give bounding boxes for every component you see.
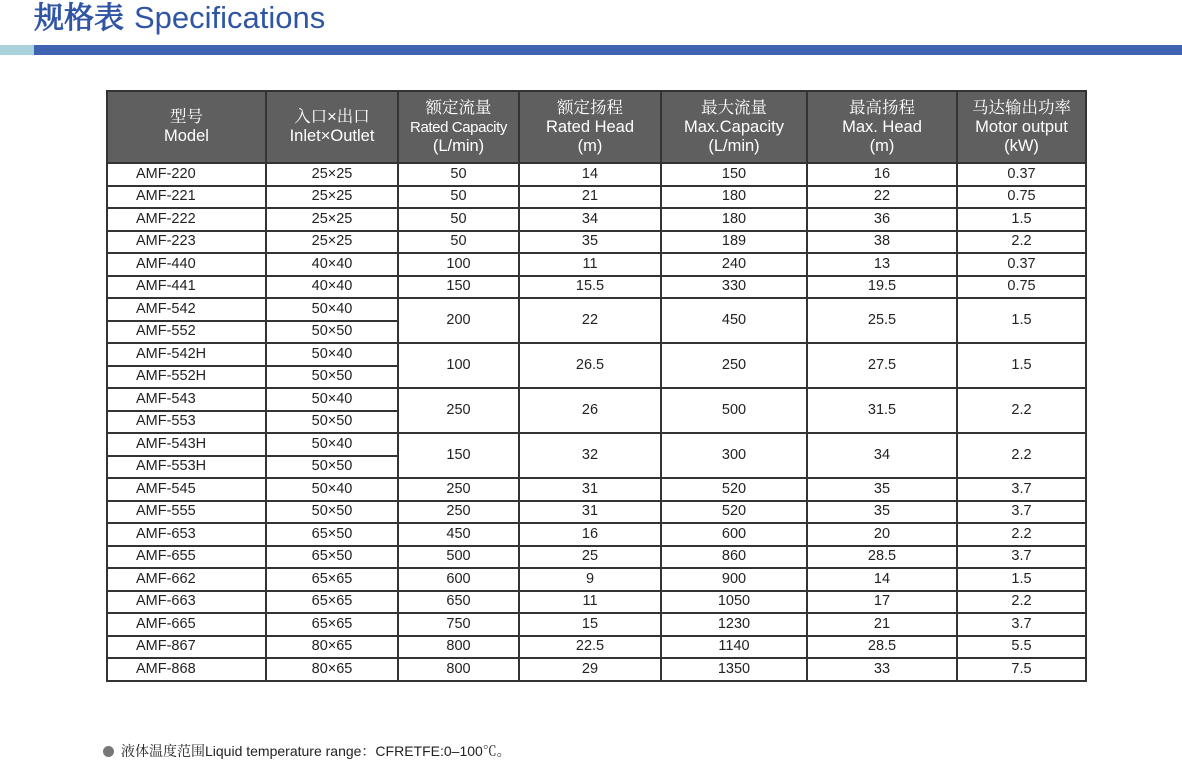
column-header-cn: 马达输出功率 xyxy=(972,98,1071,117)
cell-rated-head: 26 xyxy=(519,388,661,433)
specifications-table xyxy=(106,90,1087,682)
column-header-cn: 最大流量 xyxy=(701,98,767,117)
cell-inlet-outlet: 80×65 xyxy=(266,636,398,659)
cell-max-head: 14 xyxy=(807,568,957,591)
cell-max-capacity: 300 xyxy=(661,433,807,478)
cell-inlet-outlet: 50×50 xyxy=(266,456,398,479)
cell-rated-capacity: 50 xyxy=(398,208,519,231)
column-header-cn: 入口×出口 xyxy=(294,108,370,126)
cell-motor-output: 1.5 xyxy=(957,208,1086,231)
cell-model: AMF-221 xyxy=(107,186,266,209)
cell-max-head: 16 xyxy=(807,163,957,186)
cell-motor-output: 2.2 xyxy=(957,433,1086,478)
cell-model: AMF-552H xyxy=(107,366,266,389)
column-header-max-capacity xyxy=(661,91,807,163)
cell-max-head: 35 xyxy=(807,478,957,501)
cell-model: AMF-655 xyxy=(107,546,266,569)
cell-max-capacity: 1230 xyxy=(661,613,807,636)
cell-inlet-outlet: 25×25 xyxy=(266,208,398,231)
cell-inlet-outlet: 40×40 xyxy=(266,276,398,299)
column-header-en: Max.Capacity xyxy=(684,117,784,136)
cell-rated-head: 35 xyxy=(519,231,661,254)
column-header-cn: 型号 xyxy=(170,108,203,126)
cell-rated-head: 34 xyxy=(519,208,661,231)
cell-rated-head: 15 xyxy=(519,613,661,636)
cell-model: AMF-542H xyxy=(107,343,266,366)
column-header-unit: (L/min) xyxy=(708,136,760,155)
cell-rated-head: 31 xyxy=(519,501,661,524)
cell-rated-head: 29 xyxy=(519,658,661,681)
cell-max-head: 27.5 xyxy=(807,343,957,388)
cell-max-head: 25.5 xyxy=(807,298,957,343)
cell-rated-head: 26.5 xyxy=(519,343,661,388)
column-header-en: Model xyxy=(164,127,209,145)
cell-model: AMF-440 xyxy=(107,253,266,276)
column-header-cn: 额定流量 xyxy=(425,98,492,117)
cell-rated-head: 16 xyxy=(519,523,661,546)
cell-rated-capacity: 800 xyxy=(398,636,519,659)
footnote-text: 液体温度范围Liquid temperature range：CFRETFE:0–100℃。 xyxy=(121,743,511,759)
cell-inlet-outlet: 50×40 xyxy=(266,433,398,456)
column-header-cn: 最高扬程 xyxy=(849,98,915,117)
cell-max-head: 28.5 xyxy=(807,546,957,569)
cell-motor-output: 3.7 xyxy=(957,613,1086,636)
cell-model: AMF-543 xyxy=(107,388,266,411)
cell-rated-head: 22.5 xyxy=(519,636,661,659)
cell-rated-capacity: 50 xyxy=(398,231,519,254)
column-header-unit: (m) xyxy=(577,136,603,155)
table-row xyxy=(107,613,1086,636)
column-header-max-head xyxy=(807,91,957,163)
cell-max-head: 36 xyxy=(807,208,957,231)
cell-rated-head: 21 xyxy=(519,186,661,209)
cell-rated-capacity: 250 xyxy=(398,388,519,433)
cell-rated-head: 9 xyxy=(519,568,661,591)
cell-motor-output: 1.5 xyxy=(957,298,1086,343)
column-header-unit: (kW) xyxy=(1004,136,1039,155)
cell-rated-capacity: 500 xyxy=(398,546,519,569)
bullet-icon xyxy=(103,746,114,757)
cell-motor-output: 0.75 xyxy=(957,186,1086,209)
cell-motor-output: 3.7 xyxy=(957,501,1086,524)
table-row xyxy=(107,658,1086,681)
cell-max-head: 38 xyxy=(807,231,957,254)
cell-model: AMF-555 xyxy=(107,501,266,524)
cell-rated-capacity: 50 xyxy=(398,163,519,186)
cell-motor-output: 7.5 xyxy=(957,658,1086,681)
column-header-cn: 额定扬程 xyxy=(557,98,623,117)
cell-model: AMF-653 xyxy=(107,523,266,546)
cell-rated-capacity: 450 xyxy=(398,523,519,546)
cell-max-capacity: 500 xyxy=(661,388,807,433)
column-header-en: Motor output xyxy=(975,117,1068,136)
cell-max-capacity: 520 xyxy=(661,501,807,524)
cell-max-head: 20 xyxy=(807,523,957,546)
table-row xyxy=(107,388,1086,411)
column-header-en: Rated Head xyxy=(545,117,635,136)
cell-inlet-outlet: 50×50 xyxy=(266,411,398,434)
cell-rated-capacity: 750 xyxy=(398,613,519,636)
table-row xyxy=(107,433,1086,456)
column-header-en: Inlet×Outlet xyxy=(289,127,375,145)
cell-rated-head: 31 xyxy=(519,478,661,501)
column-header-en: Rated Capacity xyxy=(410,118,507,136)
cell-max-head: 19.5 xyxy=(807,276,957,299)
cell-model: AMF-553 xyxy=(107,411,266,434)
cell-max-capacity: 1050 xyxy=(661,591,807,614)
column-header-inlet-outlet xyxy=(266,91,398,163)
column-header-en: Max. Head xyxy=(842,117,922,136)
cell-rated-head: 11 xyxy=(519,253,661,276)
cell-motor-output: 1.5 xyxy=(957,568,1086,591)
cell-max-head: 31.5 xyxy=(807,388,957,433)
cell-max-capacity: 150 xyxy=(661,163,807,186)
cell-inlet-outlet: 50×50 xyxy=(266,366,398,389)
cell-rated-head: 25 xyxy=(519,546,661,569)
cell-model: AMF-220 xyxy=(107,163,266,186)
column-header-rated-capacity xyxy=(398,91,519,163)
cell-rated-capacity: 100 xyxy=(398,343,519,388)
cell-inlet-outlet: 50×40 xyxy=(266,388,398,411)
cell-inlet-outlet: 50×40 xyxy=(266,478,398,501)
table-row xyxy=(107,276,1086,299)
cell-max-capacity: 860 xyxy=(661,546,807,569)
table-row xyxy=(107,501,1086,524)
cell-max-head: 22 xyxy=(807,186,957,209)
table-row xyxy=(107,186,1086,209)
table-row xyxy=(107,298,1086,321)
title-underline-accent xyxy=(0,45,34,55)
cell-max-capacity: 240 xyxy=(661,253,807,276)
cell-rated-capacity: 250 xyxy=(398,478,519,501)
cell-model: AMF-441 xyxy=(107,276,266,299)
cell-model: AMF-553H xyxy=(107,456,266,479)
cell-max-head: 33 xyxy=(807,658,957,681)
cell-max-capacity: 1140 xyxy=(661,636,807,659)
cell-inlet-outlet: 25×25 xyxy=(266,231,398,254)
page-title-en: Specifications xyxy=(134,0,326,35)
cell-max-head: 28.5 xyxy=(807,636,957,659)
cell-rated-capacity: 100 xyxy=(398,253,519,276)
cell-max-head: 34 xyxy=(807,433,957,478)
cell-max-head: 35 xyxy=(807,501,957,524)
cell-max-head: 17 xyxy=(807,591,957,614)
table-row xyxy=(107,343,1086,366)
cell-rated-capacity: 600 xyxy=(398,568,519,591)
cell-motor-output: 0.37 xyxy=(957,163,1086,186)
cell-inlet-outlet: 40×40 xyxy=(266,253,398,276)
table-body xyxy=(107,163,1086,681)
table-row xyxy=(107,163,1086,186)
cell-model: AMF-545 xyxy=(107,478,266,501)
cell-max-capacity: 600 xyxy=(661,523,807,546)
cell-inlet-outlet: 50×50 xyxy=(266,501,398,524)
cell-inlet-outlet: 80×65 xyxy=(266,658,398,681)
cell-max-capacity: 180 xyxy=(661,208,807,231)
column-header-model xyxy=(107,91,266,163)
cell-motor-output: 0.75 xyxy=(957,276,1086,299)
footnote xyxy=(103,741,511,761)
page-title-cn: 规格表 xyxy=(34,1,124,36)
page-title xyxy=(34,0,325,40)
cell-inlet-outlet: 65×50 xyxy=(266,546,398,569)
cell-model: AMF-542 xyxy=(107,298,266,321)
cell-max-capacity: 250 xyxy=(661,343,807,388)
cell-inlet-outlet: 50×40 xyxy=(266,298,398,321)
table-row xyxy=(107,546,1086,569)
column-header-motor-output xyxy=(957,91,1086,163)
cell-model: AMF-662 xyxy=(107,568,266,591)
cell-model: AMF-552 xyxy=(107,321,266,344)
title-underline-bar xyxy=(34,45,1182,55)
cell-model: AMF-665 xyxy=(107,613,266,636)
cell-motor-output: 3.7 xyxy=(957,546,1086,569)
cell-max-capacity: 180 xyxy=(661,186,807,209)
cell-model: AMF-222 xyxy=(107,208,266,231)
cell-inlet-outlet: 25×25 xyxy=(266,186,398,209)
table-row xyxy=(107,231,1086,254)
cell-motor-output: 2.2 xyxy=(957,231,1086,254)
cell-motor-output: 0.37 xyxy=(957,253,1086,276)
cell-motor-output: 2.2 xyxy=(957,591,1086,614)
cell-rated-head: 11 xyxy=(519,591,661,614)
table-row xyxy=(107,523,1086,546)
cell-motor-output: 2.2 xyxy=(957,523,1086,546)
cell-model: AMF-663 xyxy=(107,591,266,614)
cell-inlet-outlet: 65×65 xyxy=(266,568,398,591)
cell-max-head: 13 xyxy=(807,253,957,276)
cell-motor-output: 3.7 xyxy=(957,478,1086,501)
cell-inlet-outlet: 50×40 xyxy=(266,343,398,366)
cell-rated-head: 15.5 xyxy=(519,276,661,299)
cell-inlet-outlet: 65×65 xyxy=(266,613,398,636)
column-header-rated-head xyxy=(519,91,661,163)
cell-inlet-outlet: 25×25 xyxy=(266,163,398,186)
table-row xyxy=(107,636,1086,659)
cell-model: AMF-223 xyxy=(107,231,266,254)
cell-motor-output: 1.5 xyxy=(957,343,1086,388)
cell-rated-head: 32 xyxy=(519,433,661,478)
cell-max-capacity: 1350 xyxy=(661,658,807,681)
cell-rated-head: 14 xyxy=(519,163,661,186)
cell-rated-head: 22 xyxy=(519,298,661,343)
cell-max-capacity: 900 xyxy=(661,568,807,591)
cell-model: AMF-868 xyxy=(107,658,266,681)
cell-rated-capacity: 50 xyxy=(398,186,519,209)
table-row xyxy=(107,253,1086,276)
cell-inlet-outlet: 65×50 xyxy=(266,523,398,546)
cell-max-head: 21 xyxy=(807,613,957,636)
cell-motor-output: 5.5 xyxy=(957,636,1086,659)
cell-max-capacity: 520 xyxy=(661,478,807,501)
table-row xyxy=(107,208,1086,231)
cell-rated-capacity: 150 xyxy=(398,433,519,478)
cell-inlet-outlet: 50×50 xyxy=(266,321,398,344)
cell-motor-output: 2.2 xyxy=(957,388,1086,433)
cell-model: AMF-543H xyxy=(107,433,266,456)
cell-rated-capacity: 650 xyxy=(398,591,519,614)
cell-inlet-outlet: 65×65 xyxy=(266,591,398,614)
cell-max-capacity: 450 xyxy=(661,298,807,343)
cell-max-capacity: 189 xyxy=(661,231,807,254)
column-header-unit: (L/min) xyxy=(432,136,485,155)
cell-max-capacity: 330 xyxy=(661,276,807,299)
table-row xyxy=(107,568,1086,591)
column-header-unit: (m) xyxy=(869,136,895,155)
cell-rated-capacity: 250 xyxy=(398,501,519,524)
cell-rated-capacity: 200 xyxy=(398,298,519,343)
table-header xyxy=(107,91,1086,163)
cell-rated-capacity: 150 xyxy=(398,276,519,299)
cell-model: AMF-867 xyxy=(107,636,266,659)
table-row xyxy=(107,591,1086,614)
table-row xyxy=(107,478,1086,501)
cell-rated-capacity: 800 xyxy=(398,658,519,681)
